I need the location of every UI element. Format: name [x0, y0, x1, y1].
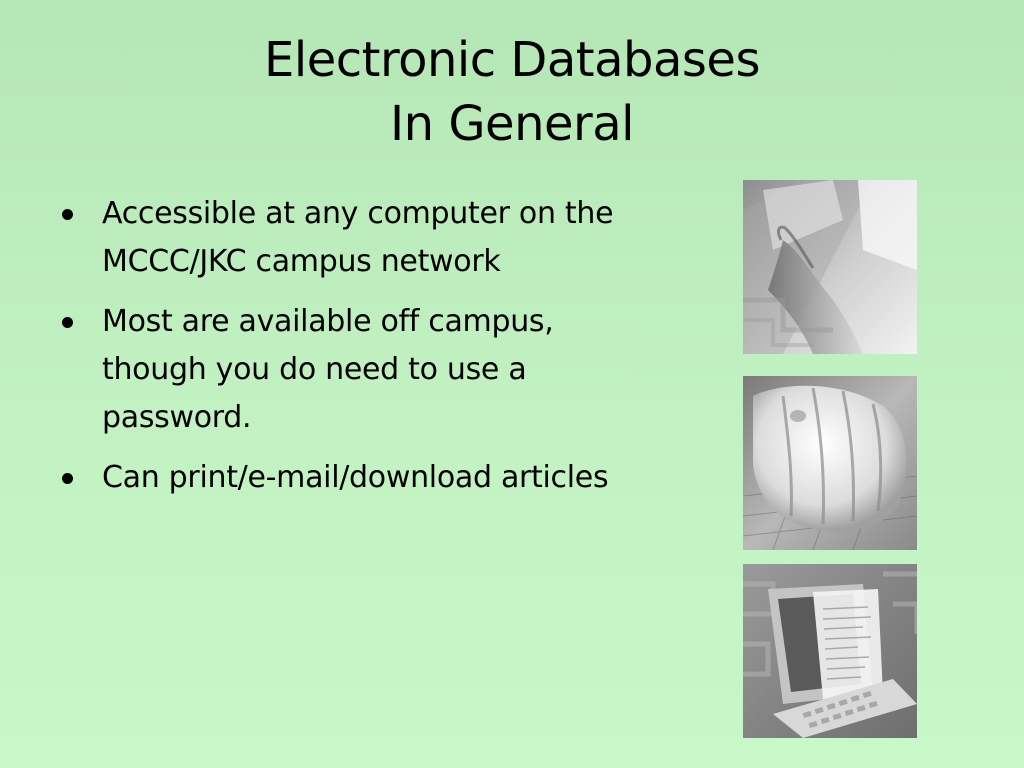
- bullet-text: Most are available off campus, though you do need to use a password.: [102, 304, 554, 435]
- slide-title: [0, 28, 1024, 156]
- bullet-item: [60, 190, 660, 286]
- computer-keyboard-and-document-photo: [743, 564, 917, 738]
- bullet-item: [60, 454, 660, 502]
- hand-on-mouse-photo: [743, 376, 917, 550]
- bullet-list: [60, 190, 660, 514]
- bullet-text: Accessible at any computer on the MCCC/JKC campus network: [102, 196, 614, 279]
- bullet-text: Can print/e-mail/download articles: [102, 460, 609, 495]
- bullet-dot-icon: [62, 209, 73, 220]
- bullet-dot-icon: [62, 473, 73, 484]
- hand-pointing-at-screen-photo: [743, 180, 917, 354]
- bullet-item: [60, 298, 660, 442]
- title-line-2: In General: [390, 96, 634, 152]
- title-line-1: Electronic Databases: [264, 32, 760, 88]
- bullet-dot-icon: [62, 317, 73, 328]
